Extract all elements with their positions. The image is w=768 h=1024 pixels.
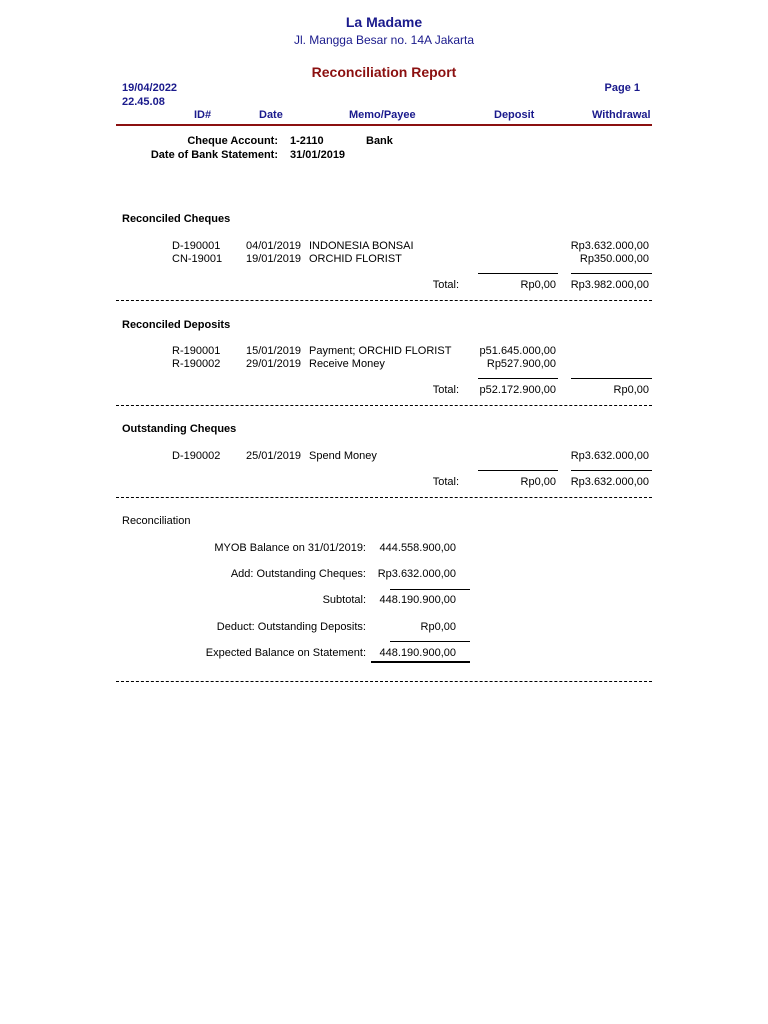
row-withdrawal: Rp3.632.000,00: [570, 450, 649, 462]
total-double-rule: [371, 661, 470, 663]
add-outstanding-cheques-value: Rp3.632.000,00: [377, 568, 456, 580]
row-date: 04/01/2019: [246, 240, 302, 252]
row-date: 29/01/2019: [246, 358, 302, 370]
total-label: Total:: [432, 384, 459, 396]
subtotal-label: Subtotal:: [322, 594, 366, 606]
total-deposit: Rp0,00: [520, 476, 556, 488]
row-id: R-190002: [172, 358, 221, 370]
subtotal-rule: [390, 641, 470, 642]
row-id: CN-19001: [172, 253, 223, 265]
company-address: Jl. Mangga Besar no. 14A Jakarta: [293, 33, 475, 47]
row-date: 15/01/2019: [246, 345, 302, 357]
total-deposit: Rp0,00: [520, 279, 556, 291]
myob-balance-label: MYOB Balance on 31/01/2019:: [214, 542, 366, 554]
column-header-id: ID#: [194, 109, 212, 121]
subtotal-rule: [571, 378, 652, 379]
cheque-account-number: 1-2110: [290, 135, 324, 147]
row-deposit: p51.645.000,00: [479, 345, 556, 357]
row-date: 19/01/2019: [246, 253, 302, 265]
subtotal-value: 448.190.900,00: [379, 594, 456, 606]
total-label: Total:: [432, 476, 459, 488]
subtotal-rule: [390, 589, 470, 590]
section-title-reconciled-deposits: Reconciled Deposits: [122, 319, 231, 331]
subtotal-rule: [571, 273, 652, 274]
section-divider: [116, 681, 652, 682]
add-outstanding-cheques-label: Add: Outstanding Cheques:: [230, 568, 366, 580]
section-divider: [116, 300, 652, 301]
deduct-outstanding-deposits-label: Deduct: Outstanding Deposits:: [216, 621, 366, 633]
subtotal-rule: [478, 378, 558, 379]
row-memo: INDONESIA BONSAI: [309, 240, 414, 252]
myob-balance-value: 444.558.900,00: [379, 542, 456, 554]
expected-balance-label: Expected Balance on Statement:: [205, 647, 366, 659]
subtotal-rule: [571, 470, 652, 471]
section-divider: [116, 405, 652, 406]
row-withdrawal: Rp350.000,00: [579, 253, 649, 265]
row-memo: Payment; ORCHID FLORIST: [309, 345, 452, 357]
expected-balance-value: 448.190.900,00: [379, 647, 456, 659]
row-withdrawal: Rp3.632.000,00: [570, 240, 649, 252]
section-title-reconciled-cheques: Reconciled Cheques: [122, 213, 231, 225]
column-header-date: Date: [259, 109, 283, 121]
column-header-memo: Memo/Payee: [349, 109, 416, 121]
total-withdrawal: Rp3.982.000,00: [570, 279, 649, 291]
statement-date-label: Date of Bank Statement:: [150, 149, 278, 161]
page-number: Page 1: [604, 82, 640, 94]
header-rule: [116, 124, 652, 126]
row-id: R-190001: [172, 345, 221, 357]
company-name: La Madame: [345, 14, 423, 30]
report-title: Reconciliation Report: [311, 64, 457, 80]
row-memo: Receive Money: [309, 358, 385, 370]
report-time: 22.45.08: [122, 96, 165, 108]
cheque-account-label: Cheque Account:: [187, 135, 278, 147]
total-withdrawal: Rp0,00: [613, 384, 649, 396]
deduct-outstanding-deposits-value: Rp0,00: [420, 621, 456, 633]
statement-date: 31/01/2019: [290, 149, 346, 161]
row-id: D-190001: [172, 240, 221, 252]
cheque-account-name: Bank: [366, 135, 393, 147]
subtotal-rule: [478, 470, 558, 471]
total-label: Total:: [432, 279, 459, 291]
row-deposit: Rp527.900,00: [486, 358, 556, 370]
column-header-deposit: Deposit: [494, 109, 535, 121]
report-date: 19/04/2022: [122, 82, 178, 94]
section-divider: [116, 497, 652, 498]
subtotal-rule: [478, 273, 558, 274]
row-date: 25/01/2019: [246, 450, 302, 462]
total-deposit: p52.172.900,00: [479, 384, 556, 396]
column-header-withdrawal: Withdrawal: [592, 109, 651, 121]
section-title-outstanding-cheques: Outstanding Cheques: [122, 423, 237, 435]
row-memo: Spend Money: [309, 450, 377, 462]
row-id: D-190002: [172, 450, 221, 462]
row-memo: ORCHID FLORIST: [309, 253, 402, 265]
total-withdrawal: Rp3.632.000,00: [570, 476, 649, 488]
section-title-reconciliation: Reconciliation: [122, 515, 191, 527]
